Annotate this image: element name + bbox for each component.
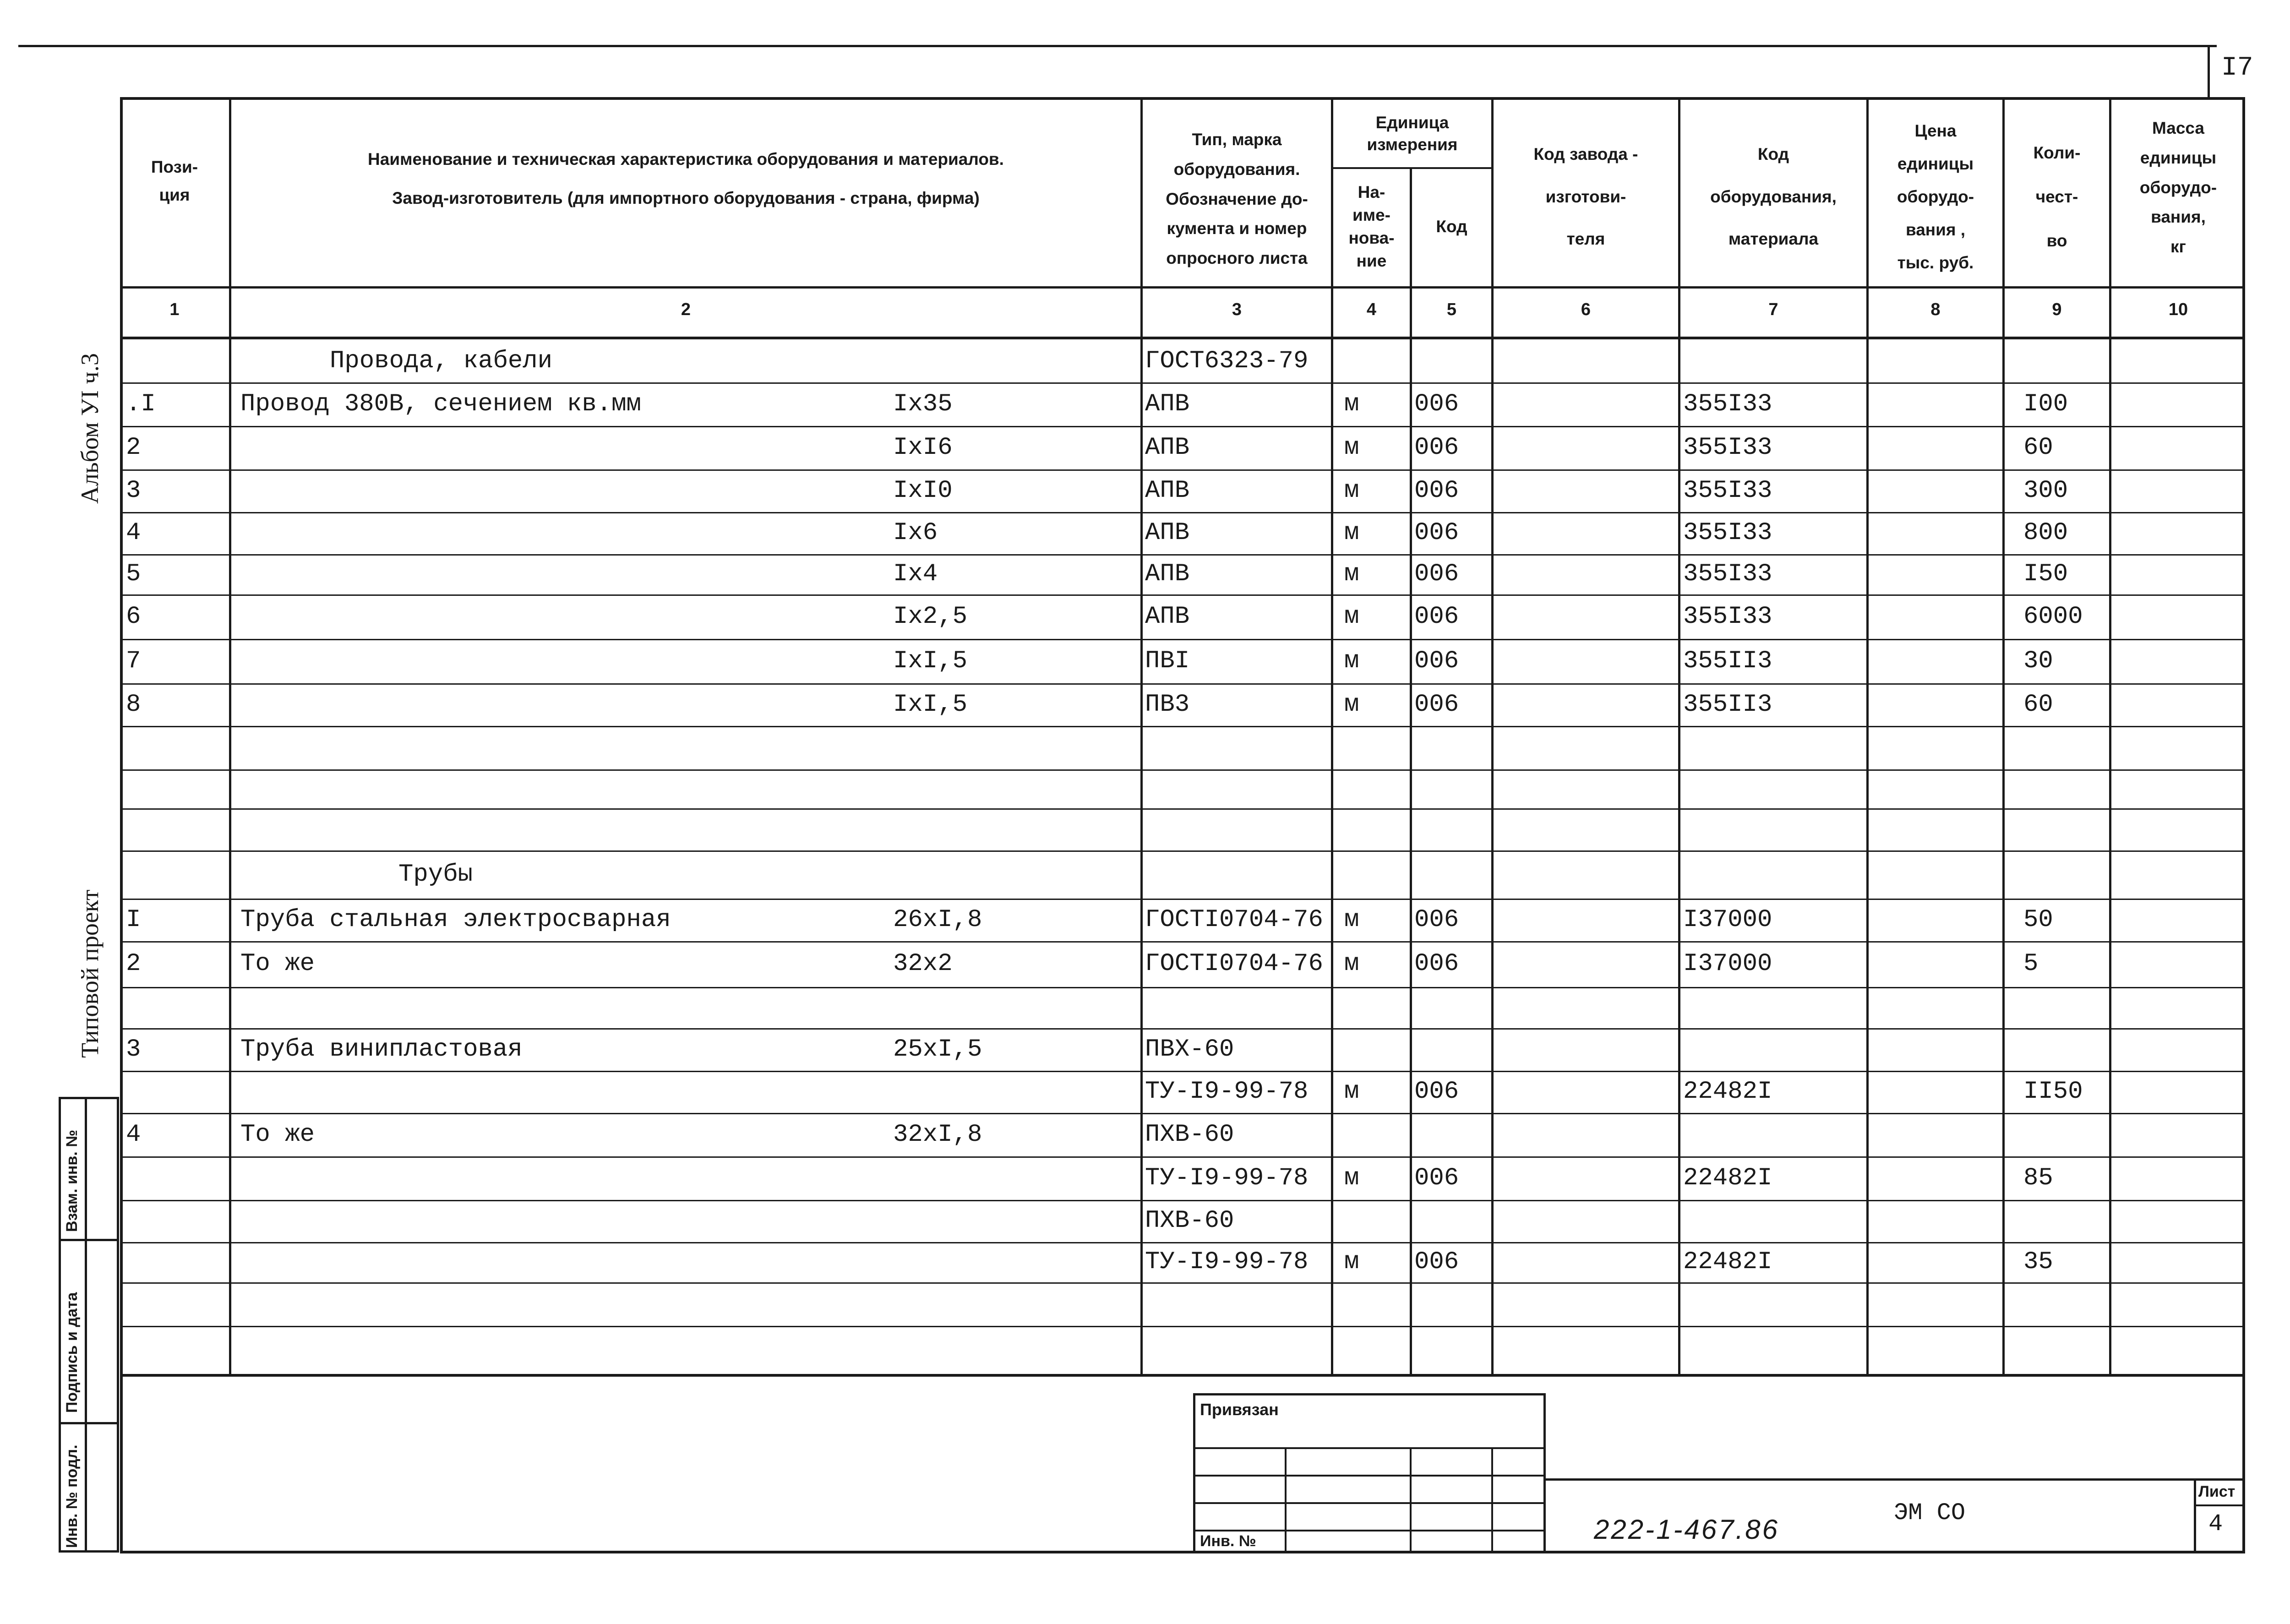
table-row xyxy=(120,726,2245,769)
row-equipment-code: 355I33 xyxy=(1683,433,1772,462)
row-position: 2 xyxy=(126,950,141,978)
row-unit-code: 006 xyxy=(1414,1164,1459,1192)
row-position: 2 xyxy=(126,433,141,462)
row-equipment-code: 355I33 xyxy=(1683,390,1772,418)
row-type: ГОСТI0704-76 xyxy=(1145,950,1323,978)
row-position: 3 xyxy=(126,476,141,505)
row-unit-code: 006 xyxy=(1414,1078,1459,1106)
row-quantity: I00 xyxy=(2023,390,2068,418)
colnum-10: 10 xyxy=(2168,300,2188,319)
row-unit: м xyxy=(1344,560,1359,588)
row-unit-code: 006 xyxy=(1414,560,1459,588)
row-quantity: 5 xyxy=(2023,950,2039,978)
document-mark: ЭМ СО xyxy=(1894,1499,1966,1526)
header-unit-name: На- име- нова- ние xyxy=(1348,183,1395,270)
header-equipment-code: Код оборудования, материала xyxy=(1710,145,1837,249)
row-equipment-code: 22482I xyxy=(1683,1078,1772,1106)
row-name: То же xyxy=(240,1120,315,1149)
row-unit-code: 006 xyxy=(1414,519,1459,547)
row-name: Провод 380В, сечением кв.мм xyxy=(240,390,641,418)
row-unit-code: 006 xyxy=(1414,905,1459,934)
row-name: Провода, кабели xyxy=(330,347,553,375)
row-equipment-code: 355I33 xyxy=(1683,602,1772,631)
row-unit: м xyxy=(1344,390,1359,418)
row-quantity: 60 xyxy=(2023,690,2053,719)
header-price: Цена единицы оборудо- вания , тыс. руб. xyxy=(1897,121,1974,272)
row-unit: м xyxy=(1344,647,1359,675)
row-unit: м xyxy=(1344,519,1359,547)
table-row xyxy=(120,808,2245,850)
row-unit: м xyxy=(1344,602,1359,631)
row-equipment-code: 22482I xyxy=(1683,1164,1772,1192)
row-size: 26хI,8 xyxy=(893,905,982,934)
row-type: ПВХ-60 xyxy=(1145,1035,1234,1063)
row-size: 25хI,5 xyxy=(893,1035,982,1063)
row-quantity: II50 xyxy=(2023,1078,2083,1106)
row-type: АПВ xyxy=(1145,560,1190,588)
row-type: АПВ xyxy=(1145,519,1190,547)
header-name: Наименование и техническая характеристика оборудования и материалов. Завод-изготовитель (для импортного оборудования - страна, фирма) xyxy=(368,149,1004,207)
colnum-6: 6 xyxy=(1581,300,1591,319)
row-size: Iх4 xyxy=(893,560,938,588)
row-name: Труба винипластовая xyxy=(240,1035,523,1063)
row-equipment-code: I37000 xyxy=(1683,950,1772,978)
album-side-label: Альбом УI ч.3 xyxy=(76,353,104,504)
header-unit-group: Единица измерения xyxy=(1367,113,1458,154)
row-name: Трубы xyxy=(398,860,473,888)
row-position: 4 xyxy=(126,1120,141,1149)
row-type: ПХВ-60 xyxy=(1145,1120,1234,1149)
row-size: Iх2,5 xyxy=(893,602,968,631)
row-quantity: I50 xyxy=(2023,560,2068,588)
row-position: 5 xyxy=(126,560,141,588)
row-position: 8 xyxy=(126,690,141,719)
row-position: I xyxy=(126,905,141,934)
row-unit-code: 006 xyxy=(1414,1248,1459,1276)
row-type: АПВ xyxy=(1145,390,1190,418)
header-position: Пози- ция xyxy=(151,157,198,204)
row-unit-code: 006 xyxy=(1414,647,1459,675)
row-type: ТУ-I9-99-78 xyxy=(1145,1078,1309,1106)
row-position: .I xyxy=(126,390,156,418)
row-equipment-code: I37000 xyxy=(1683,905,1772,934)
row-type: ПВI xyxy=(1145,647,1190,675)
document-code: 222-1-467.86 xyxy=(1594,1514,1779,1545)
row-size: 32хI,8 xyxy=(893,1120,982,1149)
colnum-3: 3 xyxy=(1232,300,1242,319)
row-quantity: 30 xyxy=(2023,647,2053,675)
row-quantity: 800 xyxy=(2023,519,2068,547)
colnum-9: 9 xyxy=(2052,300,2062,319)
row-type: АПВ xyxy=(1145,433,1190,462)
row-type: ПВ3 xyxy=(1145,690,1190,719)
header-factory-code: Код завода - изготови- теля xyxy=(1533,145,1638,249)
stamp-replaced-inv: Взам. инв. № xyxy=(63,1129,81,1232)
row-equipment-code: 355II3 xyxy=(1683,690,1772,719)
table-row xyxy=(120,769,2245,808)
row-position: 7 xyxy=(126,647,141,675)
row-size: IхI,5 xyxy=(893,690,968,719)
row-unit: м xyxy=(1344,690,1359,719)
header-type: Тип, марка оборудования. Обозначение до- кумента и номер опросного листа xyxy=(1166,130,1308,268)
row-unit: м xyxy=(1344,433,1359,462)
header-mass: Масса единицы оборудо- вания, кг xyxy=(2139,119,2217,256)
header-unit-code: Код xyxy=(1436,217,1467,236)
row-type: ГОСТ6323-79 xyxy=(1145,347,1309,375)
table-row xyxy=(120,987,2245,1028)
row-type: ПХВ-60 xyxy=(1145,1207,1234,1235)
bound-label: Привязан xyxy=(1200,1400,1279,1419)
colnum-2: 2 xyxy=(681,300,691,319)
row-size: IхI6 xyxy=(893,433,953,462)
row-size: Iх35 xyxy=(893,390,953,418)
row-unit: м xyxy=(1344,1164,1359,1192)
top-sheet-number: I7 xyxy=(2221,53,2253,83)
stamp-signature-date: Подпись и дата xyxy=(63,1292,81,1413)
row-unit: м xyxy=(1344,1078,1359,1106)
row-equipment-code: 22482I xyxy=(1683,1248,1772,1276)
row-unit-code: 006 xyxy=(1414,390,1459,418)
row-unit-code: 006 xyxy=(1414,950,1459,978)
header-quantity: Коли- чест- во xyxy=(2033,143,2081,251)
row-quantity: 6000 xyxy=(2023,602,2083,631)
row-unit-code: 006 xyxy=(1414,476,1459,505)
row-quantity: 300 xyxy=(2023,476,2068,505)
row-size: 32х2 xyxy=(893,950,953,978)
row-quantity: 35 xyxy=(2023,1248,2053,1276)
colnum-1: 1 xyxy=(169,300,180,319)
row-name: Труба стальная электросварная xyxy=(240,905,671,934)
row-unit-code: 006 xyxy=(1414,602,1459,631)
row-quantity: 85 xyxy=(2023,1164,2053,1192)
colnum-4: 4 xyxy=(1366,300,1377,319)
row-type: ТУ-I9-99-78 xyxy=(1145,1248,1309,1276)
colnum-5: 5 xyxy=(1446,300,1457,319)
row-equipment-code: 355I33 xyxy=(1683,519,1772,547)
row-equipment-code: 355I33 xyxy=(1683,476,1772,505)
row-size: Iх6 xyxy=(893,519,938,547)
row-unit: м xyxy=(1344,950,1359,978)
row-type: АПВ xyxy=(1145,602,1190,631)
row-size: IхI,5 xyxy=(893,647,968,675)
row-quantity: 50 xyxy=(2023,905,2053,934)
sheet-label: Лист xyxy=(2198,1483,2235,1500)
colnum-8: 8 xyxy=(1930,300,1941,319)
row-unit: м xyxy=(1344,1248,1359,1276)
row-equipment-code: 355II3 xyxy=(1683,647,1772,675)
row-position: 6 xyxy=(126,602,141,631)
row-equipment-code: 355I33 xyxy=(1683,560,1772,588)
row-position: 3 xyxy=(126,1035,141,1063)
row-name: То же xyxy=(240,950,315,978)
colnum-7: 7 xyxy=(1768,300,1778,319)
project-side-label: Типовой проект xyxy=(76,889,104,1058)
sheet-number: 4 xyxy=(2208,1510,2223,1537)
inv-label: Инв. № xyxy=(1200,1532,1256,1550)
table-row xyxy=(120,1282,2245,1326)
row-quantity: 60 xyxy=(2023,433,2053,462)
row-type: ТУ-I9-99-78 xyxy=(1145,1164,1309,1192)
row-unit-code: 006 xyxy=(1414,690,1459,719)
row-unit-code: 006 xyxy=(1414,433,1459,462)
row-size: IхI0 xyxy=(893,476,953,505)
stamp-original-inv: Инв. № подл. xyxy=(63,1444,81,1548)
row-unit: м xyxy=(1344,905,1359,934)
row-type: ГОСТI0704-76 xyxy=(1145,905,1323,934)
row-type: АПВ xyxy=(1145,476,1190,505)
row-unit: м xyxy=(1344,476,1359,505)
table-row xyxy=(120,1326,2245,1374)
row-position: 4 xyxy=(126,519,141,547)
